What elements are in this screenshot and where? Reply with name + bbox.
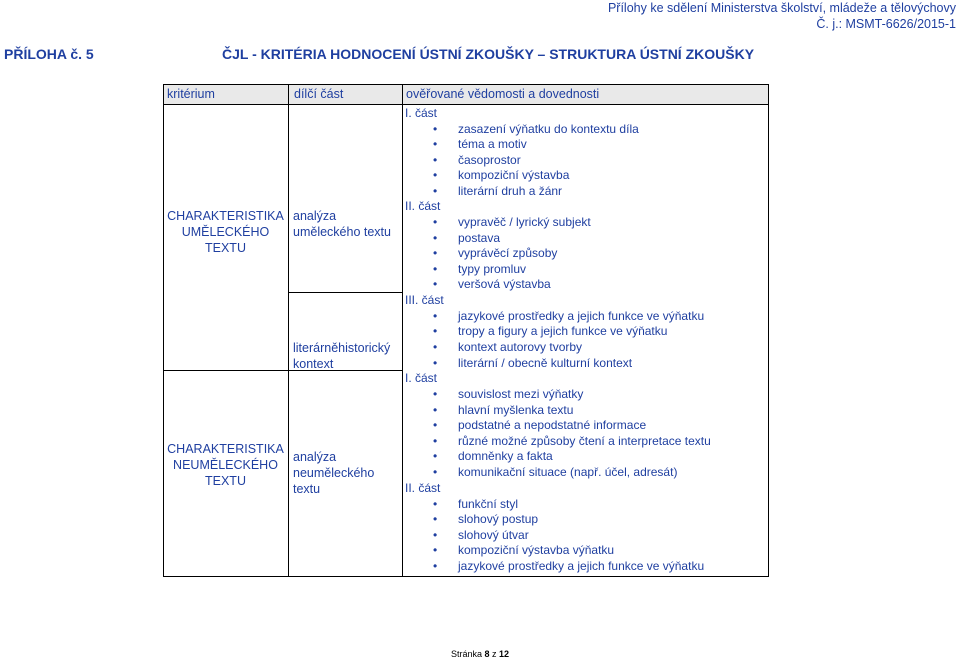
list-item: kontext autorovy tvorby bbox=[458, 340, 583, 354]
list-item: zasazení výňatku do kontextu díla bbox=[458, 122, 639, 136]
document-header bbox=[608, 0, 956, 32]
bullet-icon: • bbox=[433, 324, 438, 338]
list-item: postava bbox=[458, 231, 501, 245]
part-line: literárněhistorický bbox=[293, 341, 391, 355]
bullet-icon: • bbox=[433, 277, 438, 291]
bullet-icon: • bbox=[433, 403, 438, 417]
bullet-icon: • bbox=[433, 434, 438, 448]
page-title: ČJL - KRITÉRIA HODNOCENÍ ÚSTNÍ ZKOUŠKY – STRUKTURA ÚSTNÍ ZKOUŠKY bbox=[222, 46, 755, 62]
attachment-label: PŘÍLOHA č. 5 bbox=[4, 46, 94, 62]
bullet-icon: • bbox=[433, 543, 438, 557]
header-skills: ověřované vědomosti a dovednosti bbox=[406, 87, 600, 101]
part-line: kontext bbox=[293, 357, 334, 371]
header-subpart: dílčí část bbox=[294, 87, 344, 101]
list-item: kompoziční výstavba výňatku bbox=[458, 543, 615, 557]
footer-page-total: 12 bbox=[499, 649, 510, 659]
bullet-icon: • bbox=[433, 184, 438, 198]
list-item: typy promluv bbox=[458, 262, 527, 276]
bullet-icon: • bbox=[433, 309, 438, 323]
part-line: neuměleckého bbox=[293, 466, 375, 480]
list-item: jazykové prostředky a jejich funkce ve výňatku bbox=[458, 559, 705, 573]
list-item: slohový postup bbox=[458, 512, 539, 526]
criterion-artistic-text bbox=[165, 208, 286, 256]
part-line: analýza bbox=[293, 209, 337, 223]
criterion-nonartistic-text bbox=[165, 441, 286, 489]
part-artistic-analysis bbox=[293, 208, 391, 240]
part-literary-context bbox=[293, 340, 390, 372]
bullet-icon: • bbox=[433, 137, 438, 151]
criterion-line: TEXTU bbox=[205, 241, 246, 255]
bullet-icon: • bbox=[433, 512, 438, 526]
list-item: hlavní myšlenka textu bbox=[458, 403, 574, 417]
bullet-icon: • bbox=[433, 449, 438, 463]
bullet-icon: • bbox=[433, 356, 438, 370]
bullet-icon: • bbox=[433, 528, 438, 542]
section-label: III. část bbox=[405, 293, 444, 307]
bullet-icon: • bbox=[433, 497, 438, 511]
list-item: funkční styl bbox=[458, 497, 519, 511]
section-label: II. část bbox=[405, 199, 441, 213]
part-line: analýza bbox=[293, 450, 337, 464]
footer-page-number: 8 bbox=[484, 649, 490, 659]
list-item: komunikační situace (např. účel, adresát) bbox=[458, 465, 678, 479]
list-item: kompoziční výstavba bbox=[458, 168, 570, 182]
criterion-line: CHARAKTERISTIKA bbox=[167, 209, 284, 223]
header-reference-number: Č. j.: MSMT-6626/2015-1 bbox=[816, 17, 956, 31]
bullet-icon: • bbox=[433, 387, 438, 401]
criterion-line: TEXTU bbox=[205, 474, 246, 488]
list-item: vypravěč / lyrický subjekt bbox=[458, 215, 591, 229]
header-ministry-line: Přílohy ke sdělení Ministerstva školství, mládeže a tělovýchovy bbox=[607, 1, 956, 15]
bullet-icon: • bbox=[433, 559, 438, 573]
section-label: I. část bbox=[405, 106, 438, 120]
page-footer bbox=[0, 649, 960, 659]
list-item: domněnky a fakta bbox=[458, 449, 553, 463]
part-line: uměleckého textu bbox=[293, 225, 391, 239]
criterion-line: UMĚLECKÉHO bbox=[181, 225, 270, 239]
list-item: veršová výstavba bbox=[458, 277, 551, 291]
list-item: literární druh a žánr bbox=[458, 184, 563, 198]
list-item: slohový útvar bbox=[458, 528, 529, 542]
bullet-icon: • bbox=[433, 215, 438, 229]
list-item: časoprostor bbox=[458, 153, 521, 167]
bullet-icon: • bbox=[433, 418, 438, 432]
criterion-line: NEUMĚLECKÉHO bbox=[173, 458, 278, 472]
list-item: souvislost mezi výňatky bbox=[458, 387, 584, 401]
footer-prefix: Stránka bbox=[450, 649, 482, 659]
list-item: tropy a figury a jejich funkce ve výňatku bbox=[458, 324, 668, 338]
list-item: podstatné a nepodstatné informace bbox=[458, 418, 647, 432]
bullet-icon: • bbox=[433, 231, 438, 245]
list-item: jazykové prostředky a jejich funkce ve výňatku bbox=[458, 309, 705, 323]
list-item: literární / obecně kulturní kontext bbox=[458, 356, 633, 370]
bullet-icon: • bbox=[433, 340, 438, 354]
bullet-icon: • bbox=[433, 153, 438, 167]
bullet-icon: • bbox=[433, 168, 438, 182]
list-item: téma a motiv bbox=[458, 137, 527, 151]
bullet-icon: • bbox=[433, 465, 438, 479]
list-item: různé možné způsoby čtení a interpretace textu bbox=[458, 434, 711, 448]
bullet-icon: • bbox=[433, 122, 438, 136]
section-label: II. část bbox=[405, 481, 441, 495]
part-line: textu bbox=[293, 482, 321, 496]
bullet-icon: • bbox=[433, 262, 438, 276]
list-item: vyprávěcí způsoby bbox=[458, 246, 558, 260]
section-label: I. část bbox=[405, 371, 438, 385]
part-nonartistic-analysis bbox=[293, 449, 374, 497]
bullet-icon: • bbox=[433, 246, 438, 260]
footer-of: z bbox=[492, 649, 497, 659]
header-criterion: kritérium bbox=[167, 87, 215, 101]
criterion-line: CHARAKTERISTIKA bbox=[167, 442, 284, 456]
